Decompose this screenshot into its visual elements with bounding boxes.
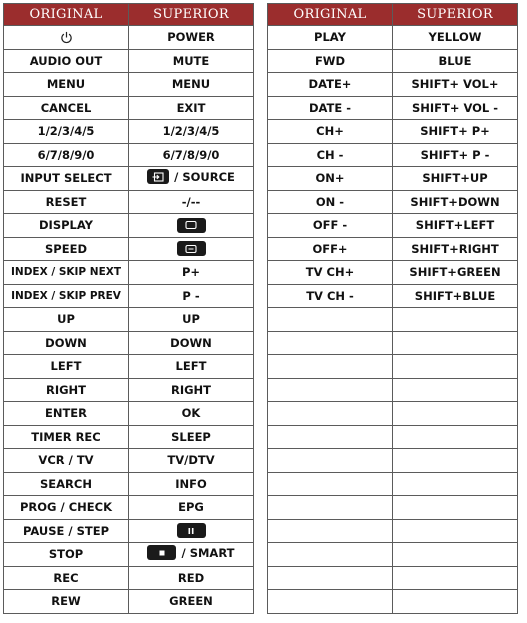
original-cell: PLAY (268, 26, 393, 50)
original-cell: CH+ (268, 120, 393, 144)
pause-button-icon (177, 523, 206, 538)
superior-cell: P - (129, 284, 254, 308)
table-row (268, 120, 518, 144)
empty-row (268, 449, 518, 473)
superior-cell (129, 214, 254, 238)
empty-row (268, 331, 518, 355)
original-cell: 6/7/8/9/0 (4, 143, 129, 167)
superior-cell: RIGHT (129, 378, 254, 402)
superior-label: / SOURCE (174, 169, 235, 184)
table-row (4, 120, 254, 144)
table-row (268, 190, 518, 214)
superior-cell: SHIFT+ VOL+ (393, 73, 518, 97)
superior-cell (393, 378, 518, 402)
superior-cell: BLUE (393, 49, 518, 73)
empty-row (268, 519, 518, 543)
original-cell: TV CH - (268, 284, 393, 308)
original-cell: LEFT (4, 355, 129, 379)
superior-cell: 6/7/8/9/0 (129, 143, 254, 167)
empty-row (268, 378, 518, 402)
speed-button-icon (177, 241, 206, 256)
empty-row (268, 543, 518, 567)
display-button-icon (177, 218, 206, 233)
original-cell: CANCEL (4, 96, 129, 120)
original-cell: TIMER REC (4, 425, 129, 449)
superior-cell: 1/2/3/4/5 (129, 120, 254, 144)
original-cell: PAUSE / STEP (4, 519, 129, 543)
superior-cell (393, 425, 518, 449)
table-row (4, 355, 254, 379)
table-row (268, 261, 518, 285)
superior-cell: MUTE (129, 49, 254, 73)
original-cell (268, 472, 393, 496)
original-cell: SPEED (4, 237, 129, 261)
original-cell (268, 425, 393, 449)
header-original: ORIGINAL (4, 4, 129, 26)
superior-cell: SLEEP (129, 425, 254, 449)
superior-cell (393, 519, 518, 543)
superior-cell: EXIT (129, 96, 254, 120)
empty-row (268, 402, 518, 426)
superior-cell (393, 308, 518, 332)
original-cell: ON+ (268, 167, 393, 191)
table-row (268, 73, 518, 97)
original-cell: OFF - (268, 214, 393, 238)
original-cell: AUDIO OUT (4, 49, 129, 73)
input-source-icon (147, 169, 169, 184)
table-row (4, 449, 254, 473)
empty-row (268, 425, 518, 449)
superior-cell (129, 167, 254, 191)
original-cell: UP (4, 308, 129, 332)
table-row (268, 167, 518, 191)
table-row (4, 284, 254, 308)
original-cell: 1/2/3/4/5 (4, 120, 129, 144)
original-cell (268, 449, 393, 473)
empty-row (268, 472, 518, 496)
original-cell: REC (4, 566, 129, 590)
power-icon (60, 31, 73, 44)
original-cell: CH - (268, 143, 393, 167)
original-cell: ON - (268, 190, 393, 214)
table-row (4, 496, 254, 520)
original-cell (268, 566, 393, 590)
superior-cell: MENU (129, 73, 254, 97)
original-cell: OFF+ (268, 237, 393, 261)
superior-cell (393, 449, 518, 473)
empty-row (268, 308, 518, 332)
table-row (4, 590, 254, 614)
superior-cell: SHIFT+UP (393, 167, 518, 191)
original-cell: RESET (4, 190, 129, 214)
header-superior: SUPERIOR (393, 4, 518, 26)
superior-cell: SHIFT+DOWN (393, 190, 518, 214)
superior-cell: -/-- (129, 190, 254, 214)
table-row (4, 543, 254, 567)
superior-cell (393, 566, 518, 590)
original-cell: VCR / TV (4, 449, 129, 473)
table-row (4, 378, 254, 402)
superior-cell (393, 496, 518, 520)
right-mapping-table (267, 3, 518, 614)
table-row (4, 167, 254, 191)
superior-cell (393, 543, 518, 567)
superior-cell: OK (129, 402, 254, 426)
table-row (4, 73, 254, 97)
superior-cell: GREEN (129, 590, 254, 614)
original-cell (268, 402, 393, 426)
original-cell: PROG / CHECK (4, 496, 129, 520)
original-cell (268, 590, 393, 614)
superior-cell: SHIFT+GREEN (393, 261, 518, 285)
superior-cell (129, 237, 254, 261)
original-cell: DATE - (268, 96, 393, 120)
original-cell (268, 543, 393, 567)
superior-cell (393, 472, 518, 496)
superior-cell: LEFT (129, 355, 254, 379)
superior-cell (393, 402, 518, 426)
original-cell (268, 378, 393, 402)
original-cell (268, 355, 393, 379)
superior-cell: SHIFT+BLUE (393, 284, 518, 308)
table-row (4, 402, 254, 426)
superior-cell: SHIFT+ P+ (393, 120, 518, 144)
original-cell: INDEX / SKIP PREV (4, 284, 129, 308)
original-cell: FWD (268, 49, 393, 73)
table-row (4, 308, 254, 332)
superior-cell: POWER (129, 26, 254, 50)
superior-cell: INFO (129, 472, 254, 496)
header-original: ORIGINAL (268, 4, 393, 26)
header-superior: SUPERIOR (129, 4, 254, 26)
original-cell: STOP (4, 543, 129, 567)
superior-cell (393, 355, 518, 379)
original-cell: TV CH+ (268, 261, 393, 285)
superior-cell: RED (129, 566, 254, 590)
superior-cell: TV/DTV (129, 449, 254, 473)
table-row (268, 26, 518, 50)
original-cell: DOWN (4, 331, 129, 355)
original-cell (268, 331, 393, 355)
empty-row (268, 496, 518, 520)
superior-cell: SHIFT+ P - (393, 143, 518, 167)
empty-row (268, 590, 518, 614)
table-row (4, 49, 254, 73)
superior-cell (393, 590, 518, 614)
superior-cell: P+ (129, 261, 254, 285)
superior-cell (129, 543, 254, 567)
superior-cell: EPG (129, 496, 254, 520)
original-cell: DATE+ (268, 73, 393, 97)
table-row (4, 237, 254, 261)
empty-row (268, 355, 518, 379)
original-cell: SEARCH (4, 472, 129, 496)
original-cell: DISPLAY (4, 214, 129, 238)
empty-row (268, 566, 518, 590)
superior-cell (129, 519, 254, 543)
superior-cell: UP (129, 308, 254, 332)
table-row (4, 96, 254, 120)
table-row (268, 214, 518, 238)
superior-cell: SHIFT+RIGHT (393, 237, 518, 261)
stop-button-icon (147, 545, 176, 560)
table-row (4, 331, 254, 355)
superior-cell: DOWN (129, 331, 254, 355)
table-row (4, 566, 254, 590)
superior-cell: SHIFT+LEFT (393, 214, 518, 238)
left-mapping-table (3, 3, 254, 614)
superior-cell: YELLOW (393, 26, 518, 50)
original-cell: INDEX / SKIP NEXT (4, 261, 129, 285)
original-cell: REW (4, 590, 129, 614)
table-row (268, 143, 518, 167)
table-row (4, 143, 254, 167)
table-row (4, 190, 254, 214)
table-row (4, 261, 254, 285)
table-row (4, 214, 254, 238)
table-row (268, 49, 518, 73)
original-cell (268, 308, 393, 332)
table-row (4, 472, 254, 496)
original-cell: MENU (4, 73, 129, 97)
original-cell (268, 496, 393, 520)
table-row (268, 284, 518, 308)
table-row (268, 96, 518, 120)
original-cell (4, 26, 129, 50)
superior-cell (393, 331, 518, 355)
original-cell: INPUT SELECT (4, 167, 129, 191)
superior-cell: SHIFT+ VOL - (393, 96, 518, 120)
table-row (4, 26, 254, 50)
table-row (4, 425, 254, 449)
table-row (268, 237, 518, 261)
table-row (4, 519, 254, 543)
original-cell (268, 519, 393, 543)
original-cell: ENTER (4, 402, 129, 426)
superior-label: / SMART (181, 545, 235, 560)
original-cell: RIGHT (4, 378, 129, 402)
